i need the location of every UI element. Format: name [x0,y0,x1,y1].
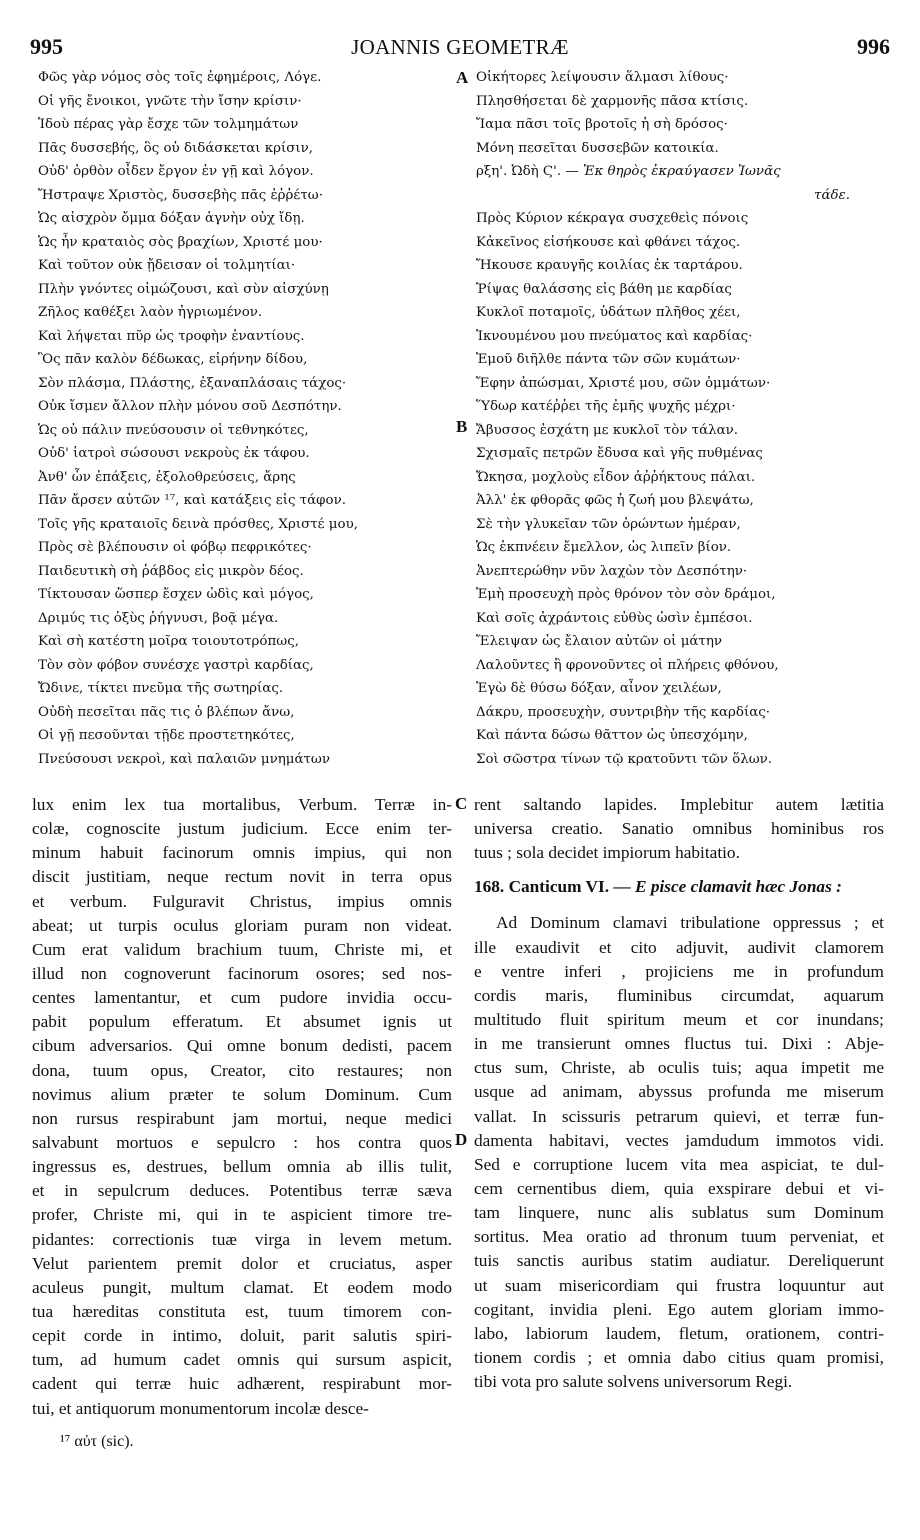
greek-column-right [476,66,896,771]
page-number-left: 995 [30,34,63,59]
greek-ode-title [476,160,896,184]
running-title: JOANNIS GEOMETRÆ [351,35,569,59]
greek-verse-line: Τίκτουσαν ὥσπερ ἔσχεν ὠδὶς καὶ μόγος, [38,587,314,602]
latin-text-line: e ventre inferi , projiciens me in profundum [474,961,884,981]
greek-verse-line: Σὲ τὴν γλυκεῖαν τῶν ὁρώντων ἡμέραν, [476,516,741,532]
latin-text-line: discit justitiam, neque rectum novit in terra opus [32,867,452,887]
greek-verse-line: Παιδευτικὴ σὴ ῥάβδος εἰς μικρὸν δέος. [38,563,304,579]
greek-verse-line: Κἀκεῖνος εἰσήκουσε καὶ φθάνει τάχος. [476,234,741,250]
running-header [30,34,890,62]
latin-text-line: sortitus. Mea oratio ad thronum tuum perveniat, et [474,1227,884,1247]
canticum-number: 168. Canticum VI. — [474,877,631,897]
greek-verse-line: Πᾶς δυσσεβής, ὃς οὐ διδάσκεται κρίσιν, [38,140,314,156]
greek-verse-line: Σοὶ σῶστρα τίνων τῷ κρατοῦντι τῶν ὅλων. [476,751,773,767]
margin-letter-a: A [456,68,469,87]
latin-text-line: Cum erat validum brachium tuum, Christe mi, et [32,939,452,959]
greek-verse-line: Δάκρυ, προσευχὴν, συντριβὴν τῆς καρδίας· [476,704,771,720]
latin-text-line: tuis sanctis auribus statim audiatur. Dereliquerunt [474,1251,884,1271]
latin-text-line: cogitant, invidia pleni. Ego autem gloriam immo- [474,1299,884,1319]
greek-ode-incipit: Ἐκ θηρὸς ἐκραύγασεν Ἰωνᾶς [583,164,781,179]
greek-verse-line: Ἰδοὺ πέρας γὰρ ἔσχε τῶν τολμημάτων [38,117,299,132]
latin-text-line: cordis maris, fluminibus circumdat, aquarum [474,985,884,1005]
greek-verse-line: Πλησθήσεται δὲ χαρμονῆς πᾶσα κτίσις. [476,93,749,109]
greek-verse-line: Σχισμαῖς πετρῶν ἔδυσα καὶ γῆς πυθμένας [476,446,763,461]
canticum-heading [474,875,884,899]
greek-verse-line: Ὡς ἐκπνέειν ἔμελλον, ὡς λιπεῖν βίον. [476,540,732,555]
footnote: ¹⁷ αὐτ (sic). [60,1433,134,1450]
latin-text-line: universa creatio. Sanatio omnibus hominibus ros [474,819,884,839]
greek-verse-line: Καὶ τοῦτον οὐκ ᾔδεισαν οἱ τολμητίαι· [38,258,296,273]
greek-verse-line: Ἀλλ' ἐκ φθορᾶς φῶς ἡ ζωή μου βλεψάτω, [476,493,754,508]
greek-verse-line: Φῶς γὰρ νόμος σὸς τοῖς ἐφημέροις, Λόγε. [38,70,322,85]
latin-text-line: cibum adversarios. Qui omne bonum dedisti, pacem [32,1036,452,1056]
latin-text-line: centes lamentantur, et cum pudore invidia occu- [32,988,452,1008]
greek-verse-line: Οἱ γῇ πεσοῦνται τῇδε προστετηκότες, [38,728,295,743]
greek-verse-line: Οὐδ' ὀρθὸν οἶδεν ἔργον ἐν γῇ καὶ λόγον. [38,164,314,179]
latin-text-line: colæ, cognoscite justum judicium. Ecce enim ter- [32,819,452,839]
latin-text-line: ctus sum, Christe, ab oculis tuis; aqua impetit me [474,1058,884,1078]
greek-verse-line: Οὐδὴ πεσεῖται πᾶς τις ὁ βλέπων ἄνω, [38,704,295,720]
greek-verse-line: Ἀνεπτερώθην νῦν λαχὼν τὸν Δεσπότην· [476,563,748,579]
greek-verse-line: Οὐκ ἴσμεν ἄλλον πλὴν μόνου σοῦ Δεσπότην. [38,399,342,414]
latin-text-line: ingressus es, destrues, bellum omnia ab illis tulit, [32,1157,452,1177]
greek-verse-line: Ἔφην ἀπώσμαι, Χριστέ μου, σῶν ὀμμάτων· [476,375,771,391]
latin-text-line: et verbum. Fulguravit Christus, impius omnis [32,891,452,911]
latin-text-line: cem cernentibus diem, quia exspirare debui et vi- [474,1178,884,1198]
latin-text-line: tionem cordis ; et omnia dabo citius quam promisi, [474,1347,884,1367]
latin-text-line: in me transierunt omnes fluctus tui. Dixi : Abje- [474,1034,884,1054]
latin-text-line: rent saltando lapides. Implebitur autem lætitia [474,795,884,814]
greek-verse-line: Πρὸς σὲ βλέπουσιν οἱ φόβῳ πεφρικότες· [38,540,312,555]
margin-letter-c: C [455,794,468,813]
latin-column-right [474,793,884,1394]
greek-column-left [38,66,448,771]
latin-text-line: labo, labiorum laudem, fletum, orationem, contri- [474,1323,884,1343]
greek-verse-line: Ἀνθ' ὧν ἐπάξεις, ἐξολοθρεύσεις, ἄρης [38,469,296,485]
latin-text-line: multitudo fluit spiritum meum et cor inundans; [474,1009,884,1029]
margin-letter-d: D [455,1130,468,1149]
greek-verse-line: Ὡς οὐ πάλιν πνεύσουσιν οἱ τεθνηκότες, [38,422,309,438]
latin-text-line: minum habuit facinorum omnis impius, qui non [32,843,452,863]
latin-text-line: profer, Christe mi, qui in te aspicient timore tre- [32,1205,452,1225]
canticum-incipit: E pisce clamavit hæc Jonas : [635,877,842,897]
latin-text-line: ut suam misericordiam qui frustra loquuntur aut [474,1275,884,1295]
latin-text-line: dona, tuum opus, Creator, cito restaures; non [32,1060,452,1080]
greek-verse-line: Ὡς αἰσχρὸν ὄμμα δόξαν ἁγνὴν οὐχ ἴδῃ. [38,211,305,226]
greek-verse-line: Τοῖς γῆς κραταιοῖς δεινὰ πρόσθες, Χριστέ μου, [38,516,358,532]
latin-text-line: tam linquere, nunc alis sublatus sum Dominum [474,1203,884,1223]
latin-text-line: damenta habitavi, vectes jamdudum immotos vidi. [474,1130,884,1150]
latin-text-line: tum, ad humum cadet omnis qui sursum aspicit, [32,1350,452,1370]
greek-verse-line: Ἔλειψαν ὡς ἔλαιον αὐτῶν οἱ μάτην [476,634,723,649]
greek-verse-line: Λαλοῦντες ἢ φρονοῦντες οἱ πλήρεις φθόνου, [476,657,779,673]
latin-text-line: illud non cognoverunt facinorum osores; sed nos- [32,963,452,983]
greek-verse-line: Μόνη πεσεῖται δυσσεβῶν κατοικία. [476,140,719,156]
latin-text-line: cadent qui terræ huic adhærent, respirabunt mor- [32,1374,452,1394]
latin-text-line: et in sepulcrum deduces. Potentibus terræ sæva [32,1181,452,1201]
greek-verse-line: Οἰκήτορες λείψουσιν ἅλμασι λίθους· [476,70,729,85]
latin-text-line: lux enim lex tua mortalibus, Verbum. Terræ in- [32,795,452,814]
greek-ode-title-cont: τάδε. [814,187,850,203]
latin-text-line: Ad Dominum clamavi tribulatione oppressus ; et [496,913,884,933]
greek-verse-line: Οἱ γῆς ἔνοικοι, γνῶτε τὴν ἴσην κρίσιν· [38,93,302,109]
greek-verse-line: Πᾶν ἄρσεν αὐτῶν ¹⁷, καὶ κατάξεις εἰς τάφον. [38,493,346,508]
latin-text-line: pidantes: correctionis tuæ virga in levem metum. [32,1229,452,1249]
greek-verse-line: Δριμύς τις ὀξὺς ῥήγνυσι, βοᾷ μέγα. [38,610,279,626]
greek-verse-line: Καὶ λήψεται πῦρ ὡς τροφὴν ἐναντίους. [38,328,305,344]
greek-verse-line: Ἄβυσσος ἐσχάτη με κυκλοῖ τὸν τάλαν. [476,422,739,438]
greek-verse-line: Ζῆλος καθέξει λαὸν ἠγριωμένον. [38,305,263,320]
greek-verse-line: Οὐδ' ἰατροὶ σώσουσι νεκροὺς ἐκ τάφου. [38,446,310,461]
latin-text-line: non rursus respirabunt jam mortui, neque medici [32,1108,452,1128]
greek-verse-line: Ὃς πᾶν καλὸν δέδωκας, εἰρήνην δίδου, [38,352,308,367]
latin-text-line: Velut parientem premit dolor et cruciatus, asper [32,1253,452,1273]
greek-verse-line: Ἰκνουμένου μου πνεύματος καὶ καρδίας· [476,328,753,344]
latin-column-left [32,793,452,1421]
greek-verse-line: Πρὸς Κύριον κέκραγα συσχεθεὶς πόνοις [476,211,749,226]
greek-verse-line: Ὤκησα, μοχλοὺς εἶδον ἀῤῥήκτους πάλαι. [476,469,756,485]
greek-verse-line: Καὶ πάντα δώσω θᾶττον ὡς ὑπεσχόμην, [476,728,748,743]
greek-verse-line: Καὶ σοῖς ἀχράντοις εὐθὺς ὠσὶν ἐμπέσοι. [476,610,753,626]
margin-letter-b: B [456,417,468,436]
latin-text-line: cepit corde in intimo, doluit, parit salutis spiri- [32,1326,452,1346]
latin-text-line: novimus alium præter te solum Dominum. Cum [32,1084,452,1104]
latin-text-line: pabit populum efferatum. Et absumet ignis ut [32,1012,452,1032]
page-number-right: 996 [857,34,890,59]
latin-text-line: tibi vota pro salute solvens universorum Regi. [474,1372,793,1392]
greek-verse-line: Ὕδωρ κατέῤῥει τῆς ἐμῆς ψυχῆς μέχρι· [476,399,736,414]
latin-text-line: tuus ; sola decidet impiorum habitatio. [474,843,740,863]
latin-text-line: aculeus pungit, multum clamat. Et eodem modo [32,1277,452,1297]
greek-verse-line: Πλὴν γνόντες οἰμώζουσι, καὶ σὺν αἰσχύνῃ [38,281,329,297]
latin-text-line: ille exaudivit et cito adjuvit, audivit clamorem [474,937,884,957]
greek-verse-line: Κυκλοῖ ποταμοῖς, ὑδάτων πλῆθος χέει, [476,305,741,320]
latin-text-line: vallat. In scissuris petrarum quievi, et terræ fun- [474,1106,884,1126]
greek-verse-line: Ἤκουσε κραυγῆς κοιλίας ἐκ ταρτάρου. [476,258,743,273]
greek-verse-line: Σὸν πλάσμα, Πλάστης, ἐξαναπλάσαις τάχος· [38,375,347,391]
greek-verse-line: Τὸν σὸν φόβον συνέσχε γαστρὶ καρδίας, [38,657,314,673]
latin-text-line: usque ad animam, abyssus profunda me miserum [474,1082,884,1102]
latin-text-line: salvabunt mortuos e sepulcro : hos contra quos [32,1132,452,1152]
latin-text-line: abeat; ut turpis oculus gloriam puram non videat. [32,915,452,935]
greek-ode-number: ρξη'. Ὠδὴ Ϛ'. — [476,164,579,179]
greek-verse-line: Ὡς ἦν κραταιὸς σὸς βραχίων, Χριστέ μου· [38,234,323,250]
latin-text-line: Sed e corruptione lucem vita mea aspiciat, te dul- [474,1154,884,1174]
greek-verse-line: Ἴαμα πᾶσι τοῖς βροτοῖς ἡ σὴ δρόσος· [476,117,728,132]
latin-text-line: tua hæreditas constituta est, tuum timorem con- [32,1301,452,1321]
latin-text-line: tui, et antiquorum monumentorum incolæ desce- [32,1398,369,1418]
greek-verse-line: Ἐμὴ προσευχὴ πρὸς θρόνον τὸν σὸν δράμοι, [476,587,776,602]
greek-verse-line: Ἐμοῦ διῆλθε πάντα τῶν σῶν κυμάτων· [476,352,741,367]
greek-verse-line: Ἐγὼ δὲ θύσω δόξαν, αἶνον χειλέων, [476,681,722,696]
greek-verse-line: Ῥίψας θαλάσσης εἰς βάθη με καρδίας [476,281,732,297]
greek-verse-line: Ὤδινε, τίκτει πνεῦμα τῆς σωτηρίας. [38,681,284,696]
greek-verse-line: Πνεύσουσι νεκροὶ, καὶ παλαιῶν μνημάτων [38,751,330,767]
greek-verse-line: Ἤστραψε Χριστὸς, δυσσεβὴς πᾶς ἐῤῥέτω· [38,187,323,203]
greek-verse-line: Καὶ σὴ κατέστη μοῖρα τοιουτοτρόπως, [38,634,299,649]
